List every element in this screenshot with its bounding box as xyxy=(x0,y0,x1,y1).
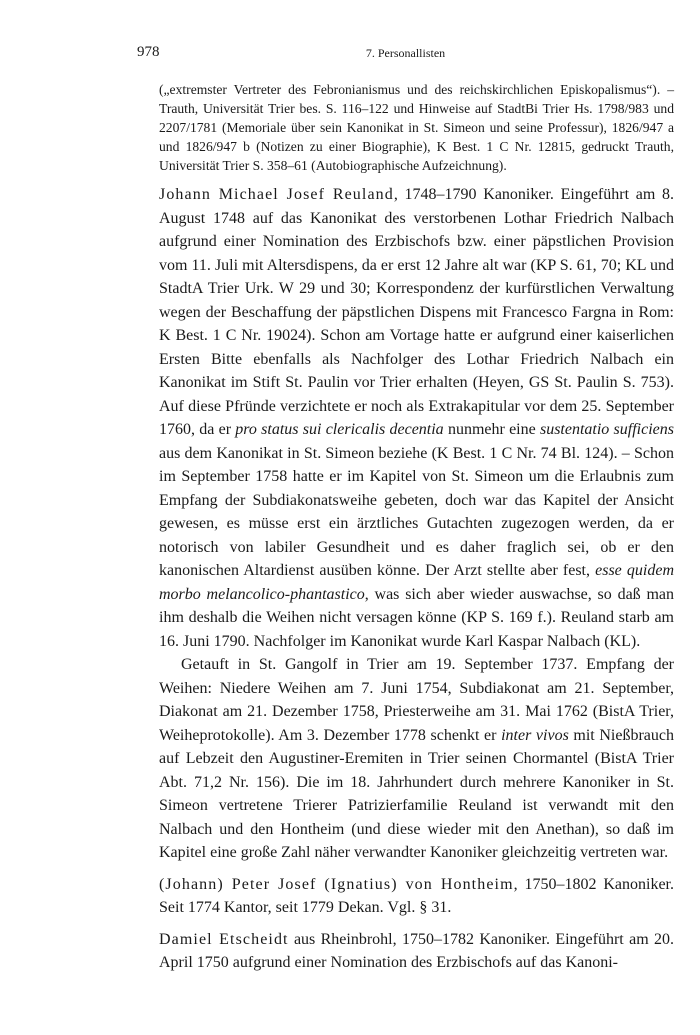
entry-reuland-paragraph-1 xyxy=(159,183,674,653)
text-run: nunmehr eine xyxy=(443,421,540,438)
text-run: aus Rheinbrohl, 1750–1782 Kanoniker. Eingeführt am 20. April 1750 aufgrund einer Nomination des Erzbischofs auf das Kanoni- xyxy=(159,930,675,971)
text-run: , was sich aber wieder auswachse, so daß man ihm deshalb die Weihen nicht versagen könne (KP S. 169 f.). Reuland starb am 16. Juni 1790. Nachfolger im Kanonikat wurde Karl Kaspar Nalbach (KL). xyxy=(159,585,674,650)
page-body xyxy=(137,80,674,983)
text-run: mit Nießbrauch auf Lebzeit den Augustiner-Eremiten in Trier seinen Chormantel (BistA Trier Abt. 71,2 Nr. 156). Die im 18. Jahrhundert durch mehrere Kanoniker in St. Simeon vertretene Trierer Patrizierfamilie Reuland ist verwandt mit den Nalbach und den Hontheim (und diese wieder mit den Anethan), so daß im Kapitel eine große Zahl näher verwandter Kanoniker gleichzeitig vertreten war. xyxy=(159,726,675,861)
running-title: 7. Personallisten xyxy=(365,46,446,60)
text-run: aus dem Kanonikat in St. Simeon beziehe (K Best. 1 C Nr. 74 Bl. 124). – Schon im September 1758 hatte er im Kapitel von St. Simeon um die Erlaubnis zum Empfang der Subdiakonatsweihe gebeten, doch war das Kapitel der Ansicht gewesen, es müsse erst ein ärztliches Gutachten zugezogen werden, da er notorisch von labiler Gesundheit und es daher fraglich sei, ob er den kanonischen Altardienst ausüben könne. Der Arzt stellte aber fest, xyxy=(159,444,674,579)
entry-reuland xyxy=(137,183,674,865)
text-run: Getauft in St. Gangolf in Trier am 19. September 1737. Empfang der Weihen: Niedere Weihen am 7. Juni 1754, Subdiakonat am 21. September, Diakonat am 21. Dezember 1758, Priesterweihe am 31. Mai 1762 (BistA Trier, Weiheprotokolle). Am 3. Dezember 1778 schenkt er xyxy=(159,656,674,744)
entry-hontheim-name: (Johann) Peter Josef (Ignatius) von Hontheim xyxy=(159,875,514,893)
page-number: 978 xyxy=(137,44,160,60)
entry-hontheim-paragraph xyxy=(159,873,674,920)
italic-run: sustentatio sufficiens xyxy=(539,421,674,438)
text-run: , 1748–1790 Kanoniker. Eingeführt am 8. August 1748 auf das Kanonikat des verstorbenen Lothar Friedrich Nalbach aufgrund einer Nomination des Erzbischofs bzw. einer päpstlichen Provision vom 11. Juli mit Altersdispens, da er erst 12 Jahre alt war (KP S. 61, 70; KL und StadtA Trier Urk. W 29 und 30; Korrespondenz der kurfürstlichen Verwaltung wegen der Beschaffung der päpstlichen Dispens mit Francesco Fargna in Rom: K Best. 1 C Nr. 19024). Schon am Vortage hatte er aufgrund einer kaiserlichen Ersten Bitte ebenfalls als Nachfolger des Lothar Friedrich Nalbach ein Kanonikat im Stift St. Paulin vor Trier erhalten (Heyen, GS St. Paulin S. 753). Auf diese Pfründe verzichtete er noch als Extrakapitular vor dem 25. September 1760, da er xyxy=(159,186,674,438)
italic-run: esse quidem morbo melancolico-phantastico xyxy=(159,562,674,603)
continued-note: („extremster Vertreter des Febronianismus und des reichskirchlichen Episkopalismus“). – Trauth, Universität Trier bes. S. 116–122 und Hinweise auf StadtBi Trier Hs. 1798/983 und 2207/1781 (Memoriale über sein Kanonikat in St. Simeon und seine Professur), 1826/947 a und 1826/947 b (Notizen zu einer Biographie), K Best. 1 C Nr. 12815, gedruckt Trauth, Universität Trier S. 358–61 (Autobiographische Aufzeichnung). xyxy=(159,82,674,173)
italic-run: inter vivos xyxy=(501,726,569,744)
text-run: , 1750–1802 Kanoniker. Seit 1774 Kantor, seit 1779 Dekan. Vgl. § 31. xyxy=(159,875,674,916)
entry-etscheidt xyxy=(137,928,674,975)
entry-etscheidt-name: Damiel Etscheidt xyxy=(159,930,289,948)
entry-reuland-name: Johann Michael Josef Reuland xyxy=(159,186,394,203)
entry-hontheim xyxy=(137,873,674,920)
entry-etscheidt-paragraph xyxy=(159,928,674,975)
page-header xyxy=(137,44,674,64)
entry-reuland-paragraph-2 xyxy=(159,653,674,865)
italic-run: pro status sui clericalis decentia xyxy=(235,421,444,438)
